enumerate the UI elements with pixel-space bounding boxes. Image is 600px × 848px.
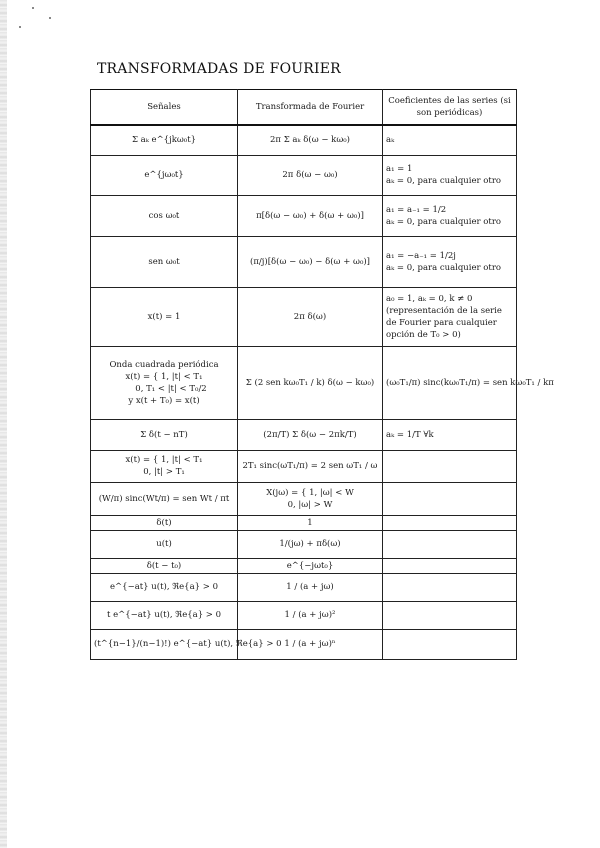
transform-cell: 1 <box>238 515 383 530</box>
table-header-row <box>91 90 517 126</box>
transform-cell: 2π δ(ω − ω₀) <box>238 155 383 195</box>
signal-cell: δ(t − t₀) <box>91 558 238 573</box>
coefficient-cell <box>383 558 517 573</box>
signal-cell: Σ δ(t − nT) <box>91 419 238 450</box>
coefficient-cell: a₁ = −a₋₁ = 1/2j aₖ = 0, para cualquier otro <box>383 236 517 287</box>
transform-cell: 1 / (a + jω) <box>238 573 383 601</box>
coefficient-cell: a₁ = 1 aₖ = 0, para cualquier otro <box>383 155 517 195</box>
table-row <box>91 601 517 629</box>
table-row <box>91 125 517 155</box>
signal-cell: e^{jω₀t} <box>91 155 238 195</box>
table-row <box>91 450 517 482</box>
coefficient-cell <box>383 573 517 601</box>
scan-speck <box>19 26 21 28</box>
signal-cell: cos ω₀t <box>91 195 238 236</box>
coefficient-cell: aₖ <box>383 125 517 155</box>
transform-cell: (π/j)[δ(ω − ω₀) − δ(ω + ω₀)] <box>238 236 383 287</box>
signal-cell: δ(t) <box>91 515 238 530</box>
signal-cell: e^{−at} u(t), ℜe{a} > 0 <box>91 573 238 601</box>
coefficient-cell <box>383 450 517 482</box>
table-row <box>91 515 517 530</box>
scan-speck <box>49 17 51 19</box>
table-row <box>91 419 517 450</box>
signal-cell: x(t) = { 1, |t| < T₁ 0, |t| > T₁ <box>91 450 238 482</box>
coefficient-cell <box>383 530 517 558</box>
transform-cell: (2π/T) Σ δ(ω − 2πk/T) <box>238 419 383 450</box>
transform-cell: 1/(jω) + πδ(ω) <box>238 530 383 558</box>
coefficient-cell: a₁ = a₋₁ = 1/2 aₖ = 0, para cualquier otro <box>383 195 517 236</box>
scan-speck <box>32 7 34 9</box>
table-row <box>91 155 517 195</box>
signal-cell: Onda cuadrada periódica x(t) = { 1, |t| < T₁ 0, T₁ < |t| < T₀/2 y x(t + T₀) = x(t) <box>91 346 238 419</box>
signal-cell: t e^{−at} u(t), ℜe{a} > 0 <box>91 601 238 629</box>
signal-cell: u(t) <box>91 530 238 558</box>
table-row <box>91 236 517 287</box>
transform-cell: 2T₁ sinc(ωT₁/π) = 2 sen ωT₁ / ω <box>238 450 383 482</box>
transform-cell: 1 / (a + jω)ⁿ <box>238 629 383 659</box>
coefficient-cell <box>383 482 517 515</box>
table-row <box>91 530 517 558</box>
signal-cell: Σ aₖ e^{jkω₀t} <box>91 125 238 155</box>
table-row <box>91 558 517 573</box>
fourier-table <box>90 89 554 660</box>
table-row <box>91 573 517 601</box>
transform-cell: e^{−jωt₀} <box>238 558 383 573</box>
coefficient-cell <box>383 515 517 530</box>
signal-cell: (t^{n−1}/(n−1)!) e^{−at} u(t), ℜe{a} > 0 <box>91 629 238 659</box>
page-title: TRANSFORMADAS DE FOURIER <box>97 61 341 77</box>
signal-cell: sen ω₀t <box>91 236 238 287</box>
transform-cell: 2π Σ aₖ δ(ω − kω₀) <box>238 125 383 155</box>
table-row <box>91 287 517 346</box>
coefficient-cell: aₖ = 1/T ∀k <box>383 419 517 450</box>
coefficient-cell <box>383 601 517 629</box>
transform-cell: Σ (2 sen kω₀T₁ / k) δ(ω − kω₀) <box>238 346 383 419</box>
header-signal: Señales <box>91 90 238 126</box>
table-row <box>91 195 517 236</box>
transform-cell: 1 / (a + jω)² <box>238 601 383 629</box>
transform-cell: π[δ(ω − ω₀) + δ(ω + ω₀)] <box>238 195 383 236</box>
coefficient-cell: a₀ = 1, aₖ = 0, k ≠ 0 (representación de la serie de Fourier para cualquier opción de T₀ > 0) <box>383 287 517 346</box>
transform-cell: X(jω) = { 1, |ω| < W 0, |ω| > W <box>238 482 383 515</box>
signal-cell: (W/π) sinc(Wt/π) = sen Wt / πt <box>91 482 238 515</box>
transform-cell: 2π δ(ω) <box>238 287 383 346</box>
coefficient-cell: (ω₀T₁/π) sinc(kω₀T₁/π) = sen kω₀T₁ / kπ <box>383 346 517 419</box>
table-row <box>91 629 517 659</box>
header-transform: Transformada de Fourier <box>238 90 383 126</box>
header-coefficients: Coeficientes de las series (si son periódicas) <box>383 90 517 126</box>
scan-edge <box>0 0 7 848</box>
table-row <box>91 482 517 515</box>
table-row <box>91 346 517 419</box>
coefficient-cell <box>383 629 517 659</box>
signal-cell: x(t) = 1 <box>91 287 238 346</box>
